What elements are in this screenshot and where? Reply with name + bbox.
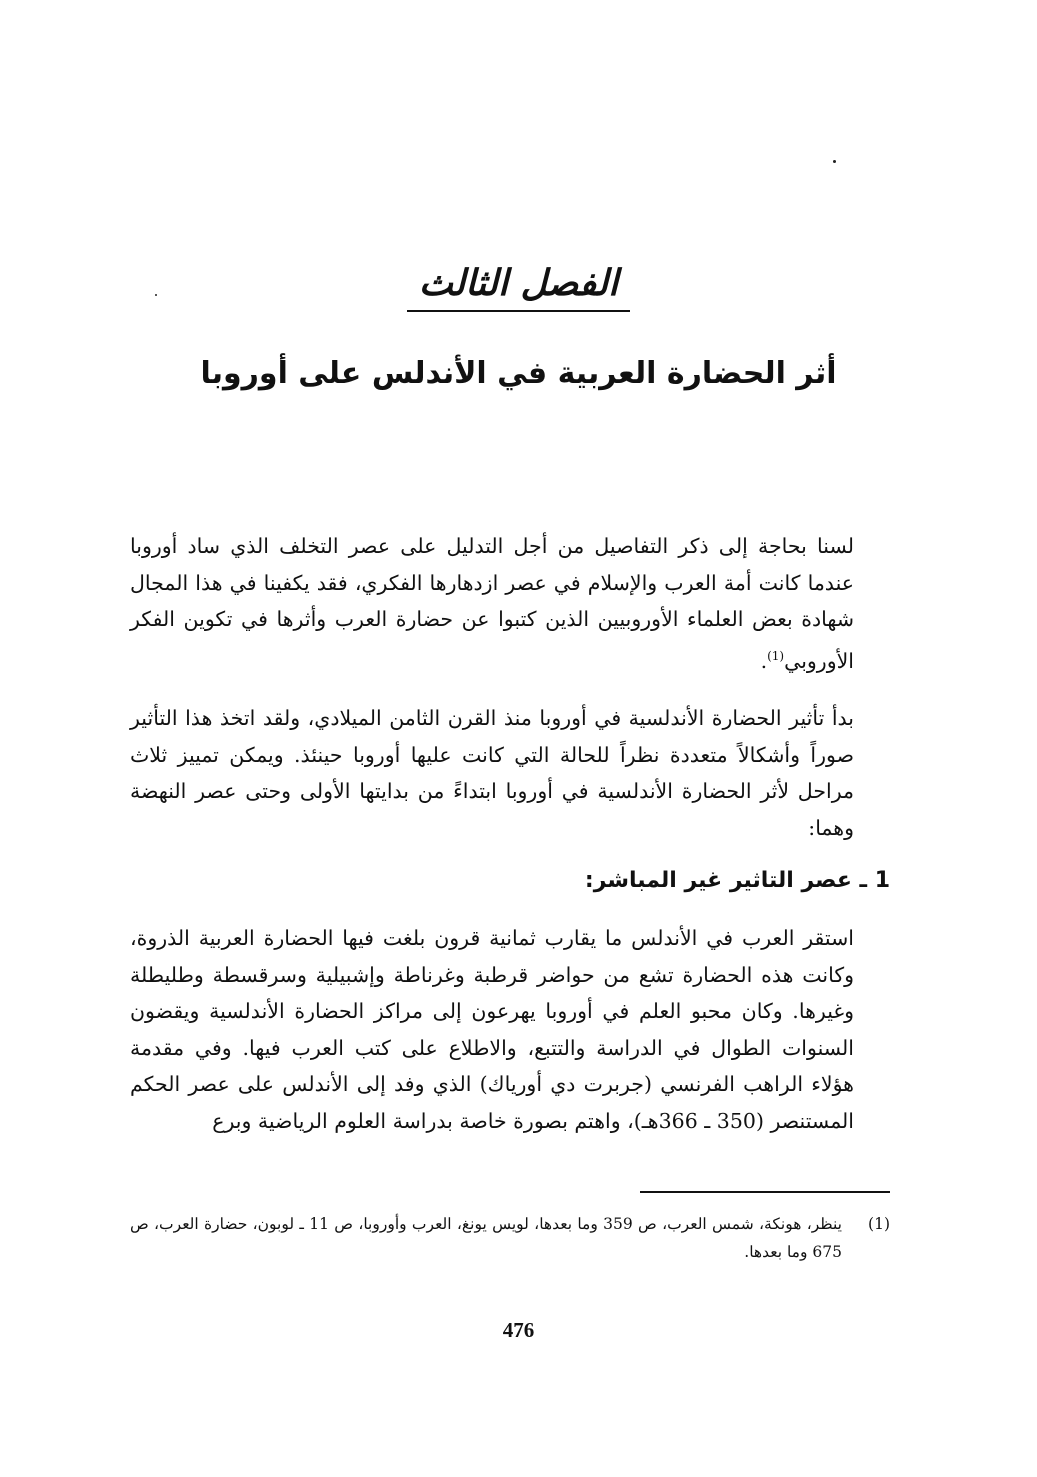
paragraph-1-text: لسنا بحاجة إلى ذكر التفاصيل من أجل التدليل على عصر التخلف الذي ساد أوروبا عندما كانت أمة العرب والإسلام في عصر ازدهارها الفكري، فقد يكفينا في هذا المجال شهادة بعض العلماء الأوروبيين الذين كتبوا عن حضارة العرب وأثرها في تكوين الفكر الأوروبي: [130, 534, 854, 673]
paragraph-1: [130, 528, 890, 679]
footnote-ref[interactable]: (1): [767, 648, 785, 663]
footnote-number: (1): [868, 1215, 890, 1233]
paragraph-2: [130, 700, 890, 846]
chapter-label-text: الفصل الثالث: [407, 262, 630, 312]
paragraph-2-text: بدأ تأثير الحضارة الأندلسية في أوروبا منذ القرن الثامن الميلادي، ولقد اتخذ هذا التأثير صوراً وأشكالاً متعددة نظراً للحالة التي كانت عليها أوروبا حينئذ. ويمكن تمييز ثلاث مراحل لأثر الحضارة الأندلسية في أوروبا ابتداءً من بدايتها الأولى وحتى عصر النهضة وهما:: [130, 706, 854, 840]
section-paragraph-text: استقر العرب في الأندلس ما يقارب ثمانية قرون بلغت فيها الحضارة العربية الذروة، وكانت هذه الحضارة تشع من حواضر قرطبة وغرناطة وإشبيلية وسرقسطة وطليطلة وغيرها. وكان محبو العلم في أوروبا يهرعون إلى مراكز الحضارة الأندلسية ويقضون السنوات الطوال في الدراسة والتتبع، والاطلاع على كتب العرب فيها. وفي مقدمة هؤلاء الراهب الفرنسي (جربرت دي أورياك) الذي وفد إلى الأندلس على عصر الحكم المستنصر (350 ـ 366هـ)، واهتم بصورة خاصة بدراسة العلوم الرياضية وبرع: [130, 926, 854, 1133]
paragraph-1-end: .: [760, 648, 768, 673]
page-number: 476: [502, 1318, 535, 1342]
section-heading: 1 ـ عصر التاثير غير المباشر:: [584, 868, 890, 893]
chapter-label: [0, 262, 1037, 312]
footnote-divider: [640, 1191, 890, 1193]
chapter-title: أثر الحضارة العربية في الأندلس على أوروبا: [200, 356, 837, 391]
section-paragraph: [130, 920, 890, 1139]
footnote-text: ينظر، هونكة، شمس العرب، ص 359 وما بعدها، لويس يونغ، العرب وأوروبا، ص 11 ـ لوبون، حضارة العرب، ص 675 وما بعدها.: [130, 1215, 842, 1261]
ink-speck: [833, 160, 836, 163]
footnote: [130, 1210, 890, 1266]
paragraph-1-body: [130, 528, 890, 679]
